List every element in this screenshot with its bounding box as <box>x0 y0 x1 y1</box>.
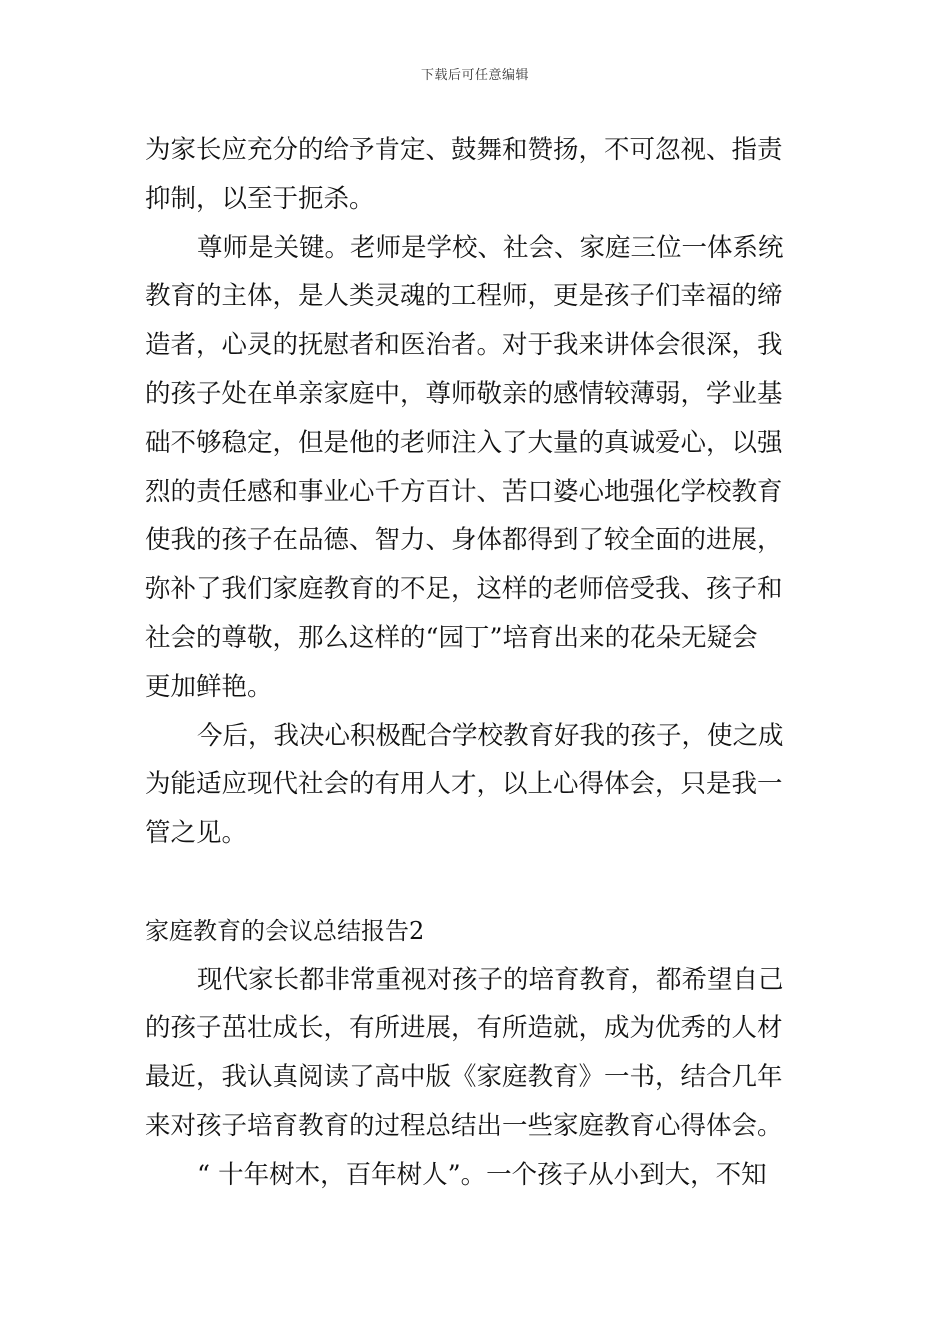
document-body <box>145 126 810 1200</box>
paragraph-start-line: “ 十年树木，百年树人”。一个孩子从小到大，不知 <box>197 1159 767 1190</box>
text-line: 教育的主体，是人类灵魂的工程师，更是孩子们幸福的缔 <box>145 281 783 312</box>
paragraph-start-line: 尊师是关键。老师是学校、社会、家庭三位一体系统 <box>197 232 784 263</box>
text-line: 更加鲜艳。 <box>145 671 273 702</box>
text-line: 为能适应现代社会的有用人才，以上心得体会，只是我一 <box>145 769 783 800</box>
text-line: 最近，我认真阅读了高中版《家庭教育》一书，结合几年 <box>145 1062 783 1093</box>
text-line: 烈的责任感和事业心千方百计、苦口婆心地强化学校教育 <box>145 476 783 507</box>
paragraph-start-line: 今后，我决心积极配合学校教育好我的孩子，使之成 <box>197 720 784 751</box>
text-line: 为家长应充分的给予肯定、鼓舞和赞扬，不可忽视、指责 <box>145 135 783 165</box>
text-line: 管之见。 <box>145 818 248 849</box>
text-line: 造者，心灵的抚慰者和医治者。对于我来讲体会很深，我 <box>145 330 783 361</box>
blank-line <box>145 858 810 907</box>
text-line: 社会的尊敬，那么这样的“园丁”培育出来的花朵无疑会 <box>145 622 758 653</box>
text-line: 的孩子处在单亲家庭中，尊师敬亲的感情较薄弱，学业基 <box>145 378 783 409</box>
text-line: 础不够稳定，但是他的老师注入了大量的真诚爱心，以强 <box>145 427 783 458</box>
text-line: 弥补了我们家庭教育的不足，这样的老师倍受我、孩子和 <box>145 574 783 605</box>
text-line: 使我的孩子在品德、智力、身体都得到了较全面的进展， <box>145 525 783 556</box>
section-heading: 家庭教育的会议总结报告2 <box>145 916 425 945</box>
text-line: 的孩子茁壮成长，有所进展，有所造就，成为优秀的人材 <box>145 1013 783 1044</box>
text-line: 来对孩子培育教育的过程总结出一些家庭教育心得体会。 <box>145 1110 783 1141</box>
header-note: 下载后可任意编辑 <box>420 68 529 83</box>
paragraph-start-line: 现代家长都非常重视对孩子的培育教育，都希望自己 <box>197 964 784 995</box>
text-line: 抑制，以至于扼杀。 <box>145 183 375 214</box>
